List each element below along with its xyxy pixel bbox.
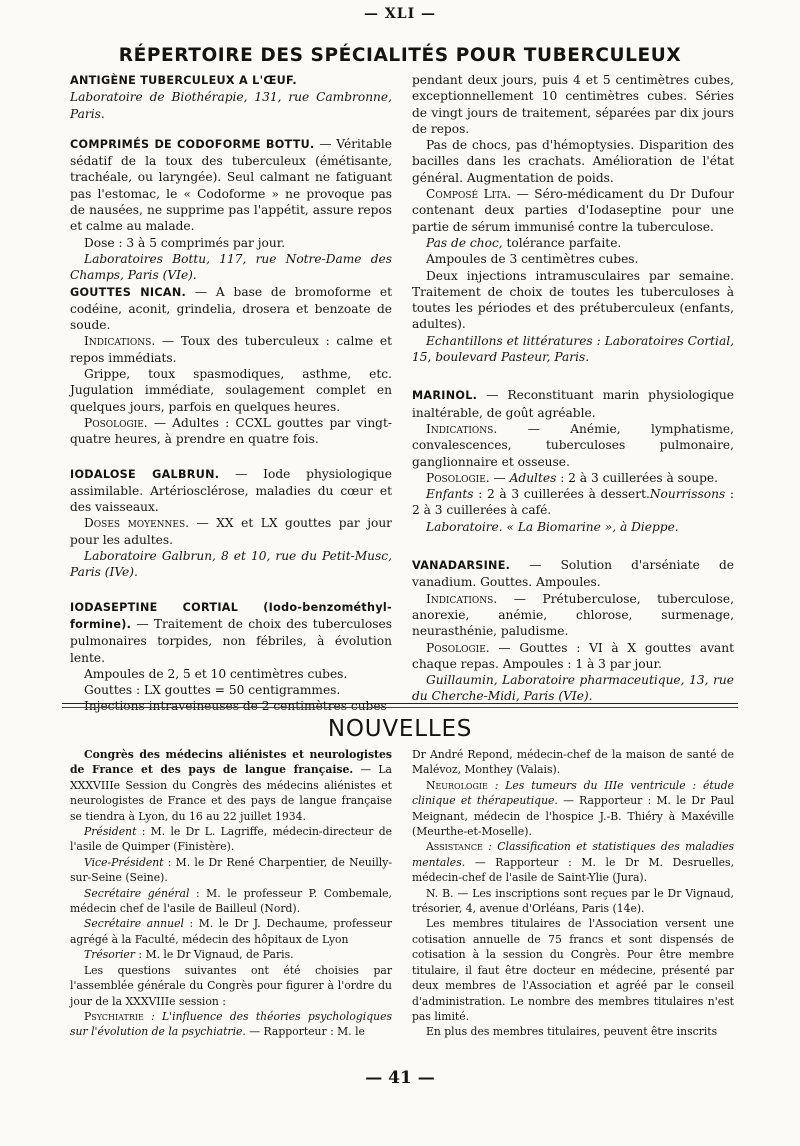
section-title: RÉPERTOIRE DES SPÉCIALITÉS POUR TUBERCULEUX: [118, 45, 682, 66]
entry-vanadarsine: VANADARSINE. — Solution d'arséniate de vanadium. Gouttes. Ampoules.: [412, 558, 734, 590]
news-paragraph: Trésorier : M. le Dr Vignaud, de Paris.: [84, 948, 294, 962]
news-paragraph: Assistance : Classification et statistiques des maladies mentales. — Rapporteur : M. le Dr M. Desruelles, médecin-chef de l'asile de Saint-Ylie (Jura).: [412, 840, 734, 885]
entry-codoforme: COMPRIMÉS DE CODOFORME BOTTU. — Véritable sédatif de la toux des tuberculeux (émétisante, trachéale, ou laryngée). Seul calmant ne fatiguant pas l'estomac, le « Codoforme » ne provoque pas de nausées, ne supprime pas l'appétit, assure repos et calme au malade.: [70, 136, 392, 234]
entry-text: pendant deux jours, puis 4 et 5 centimètres cubes, exceptionnellement 10 centimètres cubes. Séries de vingt jours de traitement, séparées par dix jours de repos.: [412, 73, 734, 136]
entry-title: ANTIGÈNE TUBERCULEUX A L'ŒUF.: [70, 74, 297, 87]
entry-text: Pas de chocs, pas d'hémoptysies. Disparition des bacilles dans les crachats. Amélioration de l'état général. Augmentation de poids.: [412, 138, 734, 185]
entry-lab: Laboratoire Galbrun, 8 et 10, rue du Petit-Musc, Paris (IVe).: [70, 549, 392, 580]
entry-iodaseptine: IODASEPTINE CORTIAL (Iodo-benzométhyl-formine). — Traitement de choix des tuberculoses pulmonaires torpides, non fébriles, à évolution lente.: [70, 600, 392, 665]
news-paragraph: Psychiatrie : L'influence des théories psychologiques sur l'évolution de la psychiatrie. — Rapporteur : M. le: [70, 1009, 392, 1039]
entry-posologie: Posologie. — Adultes : 2 à 3 cuillerées à soupe.: [426, 470, 719, 485]
news-paragraph: N. B. — Les inscriptions sont reçues par le Dr Vignaud, trésorier, 4, avenue d'Orléans, Paris (14e).: [412, 886, 734, 916]
news-paragraph: Les questions suivantes ont été choisies par l'assemblée générale du Congrès pour figurer à l'ordre du jour de la XXXVIIIe session :: [70, 963, 392, 1008]
entry-title: MARINOL.: [412, 389, 478, 403]
entry-iodalose: IODALOSE GALBRUN. — Iode physiologique assimilable. Artériosclérose, maladies du cœur et des vaisseaux.: [70, 466, 392, 515]
news-paragraph: Vice-Président : M. le Dr René Charpentier, de Neuilly-sur-Seine (Seine).: [70, 855, 392, 885]
divider: [62, 703, 738, 704]
entry-posologie: Posologie. — Gouttes : VI à X gouttes avant chaque repas. Ampoules : 1 à 3 par jour.: [412, 640, 734, 671]
news-paragraph: Neurologie : Les tumeurs du IIIe ventricule : étude clinique et thérapeutique. — Rapporteur : M. le Dr Paul Meignant, médecin de l'hospice J.-B. Thiéry à Maxéville (Meurthe-et-Moselle).: [412, 778, 734, 839]
entry-lab: Laboratoire de Biothérapie, 131, rue Cambronne, Paris.: [70, 90, 392, 121]
roman-page-number: — XLI —: [363, 6, 436, 22]
entry-title: VANADARSINE.: [412, 559, 511, 573]
entry-text: Ampoules de 2, 5 et 10 centimètres cubes.: [84, 666, 348, 681]
news-paragraph: En plus des membres titulaires, peuvent être inscrits: [426, 1025, 718, 1039]
entry-text: Pas de choc, tolérance parfaite.: [426, 235, 622, 250]
news-paragraph: Congrès des médecins aliénistes et neurologistes de France et des pays de langue française. — La XXXVIIIe Session du Congrès des médecins aliénistes et neurologistes de France et des pays de langue française se tiendra à Lyon, du 16 au 22 juillet 1934.: [70, 748, 392, 823]
entry-doses: Doses moyennes. — XX et LX gouttes par jour pour les adultes.: [70, 516, 392, 547]
entry-dose: Dose : 3 à 5 comprimés par jour.: [84, 235, 286, 250]
entry-text: Grippe, toux spasmodiques, asthme, etc. Jugulation immédiate, soulagement complet en quelques jours, parfois en quelques heures.: [70, 367, 392, 414]
left-column: [70, 72, 392, 715]
entry-lab: Guillaumin, Laboratoire pharmaceutique, 13, rue du Cherche-Midi, Paris (VIe).: [412, 673, 734, 704]
entry-posologie: Posologie. — Adultes : CCXL gouttes par vingt-quatre heures, à prendre en quatre fois.: [70, 415, 392, 447]
entry-indications: Indications. — Prétuberculose, tuberculose, anorexie, anémie, chlorose, surmenage, neurasthénie, paludisme.: [412, 591, 734, 639]
right-column: [412, 72, 734, 705]
entry-text: Gouttes : LX gouttes = 50 centigrammes.: [84, 683, 341, 698]
entry-text: Deux injections intramusculaires par semaine. Traitement de choix de toutes les tuberculoses à toutes les périodes et des prétuberculeux (enfants, adultes).: [412, 268, 734, 332]
news-paragraph: Président : M. le Dr L. Lagriffe, médecin-directeur de l'asile de Quimper (Finistère).: [70, 825, 392, 854]
entry-lab: Echantillons et littératures : Laboratoires Cortial, 15, boulevard Pasteur, Paris.: [412, 333, 734, 365]
news-right-column: [412, 747, 734, 1040]
news-paragraph: Dr André Repond, médecin-chef de la maison de santé de Malévoz, Monthey (Valais).: [412, 748, 734, 777]
entry-indications: Indications. — Toux des tuberculeux : calme et repos immédiats.: [70, 334, 392, 365]
entry-title: COMPRIMÉS DE CODOFORME BOTTU.: [70, 137, 315, 151]
divider: [62, 707, 738, 708]
news-left-column: [70, 747, 392, 1040]
entry-text: Enfants : 2 à 3 cuillerées à dessert.Nourrissons : 2 à 3 cuillerées à café.: [412, 487, 735, 518]
entry-title: GOUTTES NICAN.: [70, 285, 187, 299]
entry-lab: Laboratoire. « La Biomarine », à Dieppe.: [426, 519, 679, 534]
news-paragraph: Les membres titulaires de l'Association versent une cotisation annuelle de 75 francs et sont dispensés de cotisation à la session du Congrès. Pour être membre titulaire, il faut être docteur en médecine, présenté par deux membres de l'Association et agréé par le conseil d'administration. Le nombre des membres titulaires n'est pas limité.: [412, 917, 734, 1023]
entry-title: IODASEPTINE CORTIAL (Iodo-benzométhyl-formine).: [70, 600, 392, 631]
entry-compose-lita: Composé Lita. — Séro-médicament du Dr Dufour contenant deux parties d'Iodaseptine pour une partie de sérum immunisé contre la tuberculose.: [412, 187, 735, 234]
news-paragraph: Secrétaire annuel : M. le Dr J. Dechaume, professeur agrégé à la Faculté, médecin des hôpitaux de Lyon: [70, 917, 392, 946]
entry-title: IODALOSE GALBRUN.: [70, 467, 220, 481]
entry-antigene: [70, 72, 392, 89]
entry-marinol: MARINOL. — Reconstituant marin physiologique inaltérable, de goût agréable.: [412, 388, 734, 420]
entry-lab: Laboratoires Bottu, 117, rue Notre-Dame des Champs, Paris (VIe).: [70, 251, 392, 283]
entry-indications: Indications. — Anémie, lymphatisme, convalescences, tuberculoses pulmonaire, ganglionnaire et osseuse.: [412, 421, 734, 469]
news-paragraph: Secrétaire général : M. le professeur P. Combemale, médecin chef de l'asile de Bailleul (Nord).: [70, 886, 392, 916]
entry-nican: GOUTTES NICAN. — A base de bromoforme et codéine, aconit, grindelia, drosera et benzoate de soude.: [70, 284, 392, 333]
entry-text: Ampoules de 3 centimètres cubes.: [426, 252, 639, 267]
page-number: — 41 —: [365, 1068, 435, 1088]
entry-text: Injections intraveineuses de 2 centimètres cubes: [84, 699, 387, 714]
news-title: NOUVELLES: [327, 716, 473, 742]
